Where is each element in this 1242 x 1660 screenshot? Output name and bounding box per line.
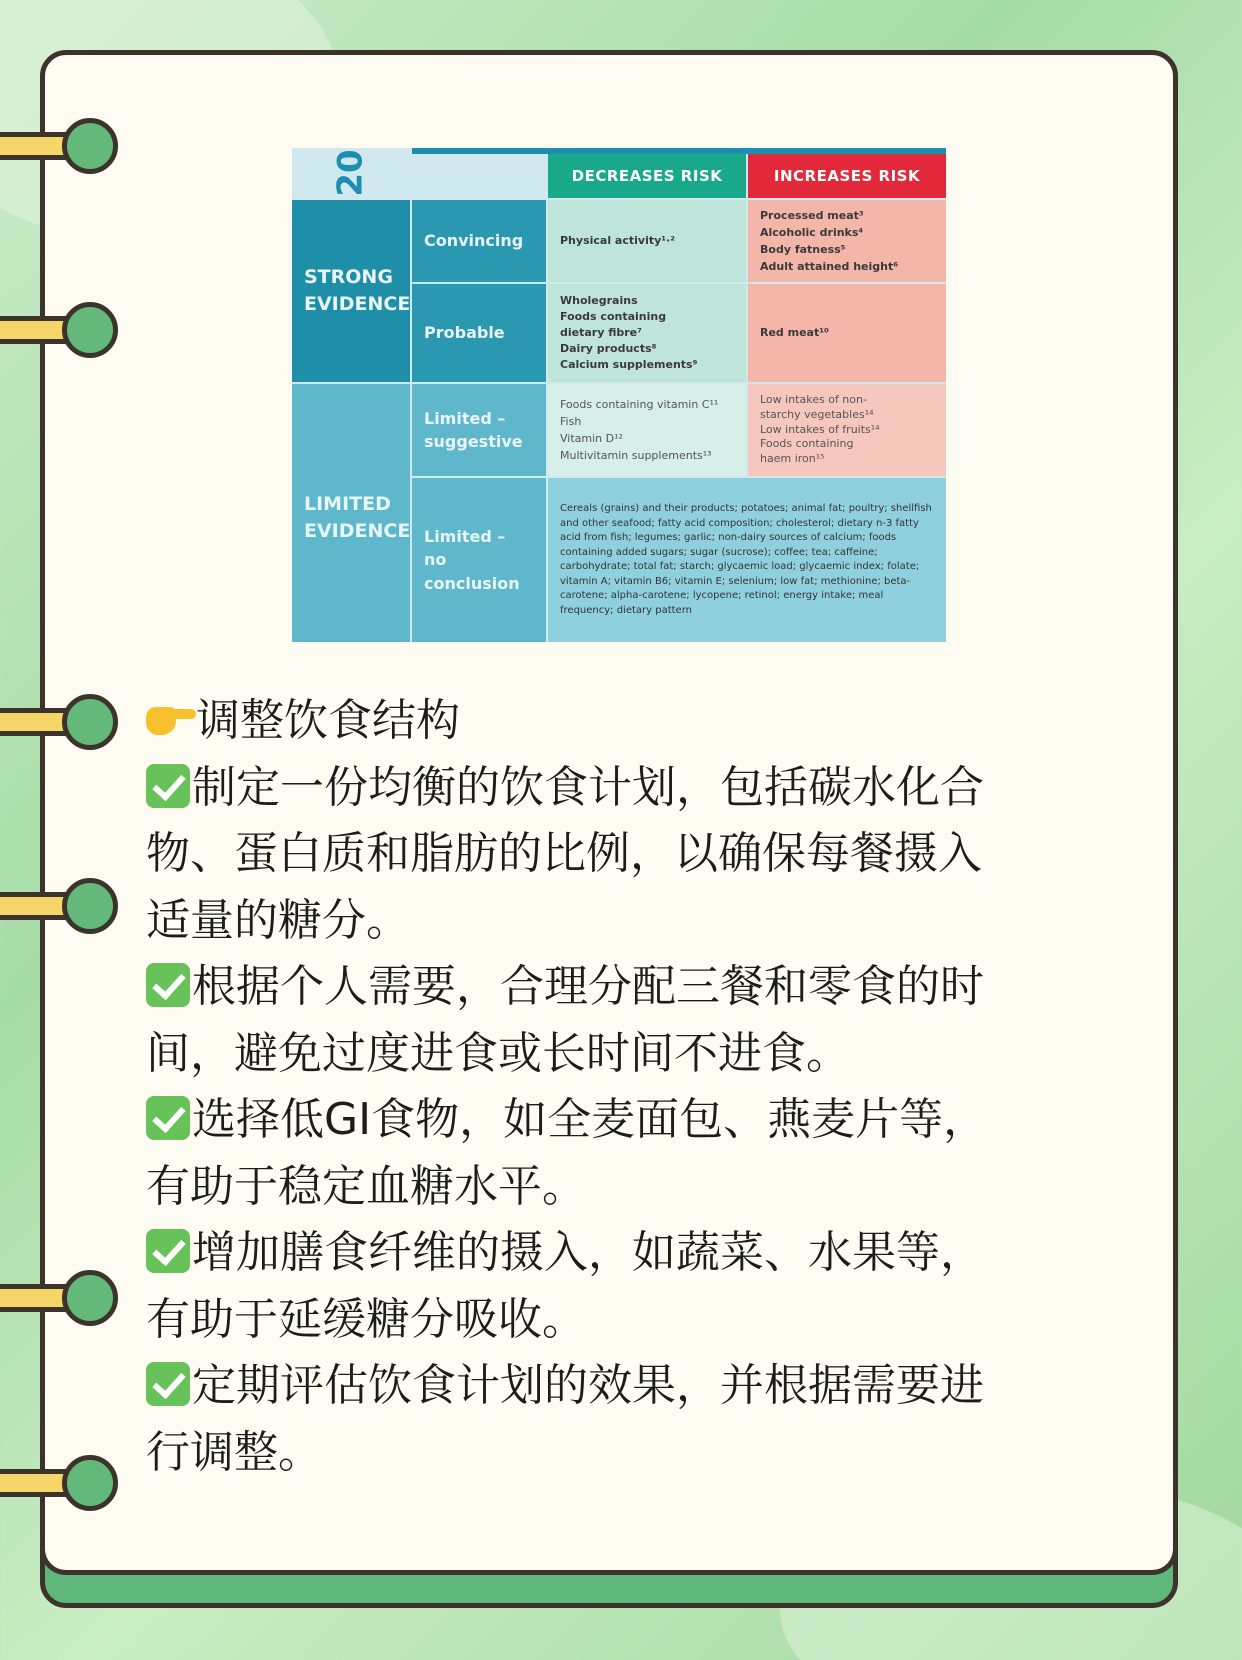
probable-increases-cell: Red meat¹⁰ <box>748 284 946 382</box>
check-mark-icon <box>146 963 190 1007</box>
binder-ring-icon <box>0 694 118 750</box>
convincing-decreases-cell: Physical activity¹·² <box>548 200 746 282</box>
probable-decreases-cell: Wholegrains Foods containing dietary fibre⁷ Dairy products⁸ Calcium supplements⁹ <box>548 284 746 382</box>
blank-header <box>412 154 546 198</box>
suggestive-label: Limited – suggestive <box>412 384 546 476</box>
binder-ring-icon <box>0 1455 118 1511</box>
advice-continuation: 间，避免过度进食或长时间不进食。 <box>146 1027 850 1079</box>
advice-continuation: 物、蛋白质和脂肪的比例，以确保每餐摄入 <box>146 828 982 879</box>
suggestive-decreases-cell: Foods containing vitamin C¹¹ Fish Vitamin D¹² Multivitamin supplements¹³ <box>548 384 746 476</box>
advice-continuation: 有助于稳定血糖水平。 <box>146 1160 586 1212</box>
no-conclusion-cell: Cereals (grains) and their products; potatoes; animal fat; poultry; shellfish and other seafood; fatty acid composition; cholesterol; dietary n-3 fatty acid from fish; legumes; garlic; non-dairy sources of calcium; foods containing added sugars; sugar (sucrose); coffee; tea; caffeine; carbohydrate; total fat; starch; glycaemic load; glycaemic index; folate; vitamin A; vitamin B6; vitamin E; selenium; low fat; methionine; beta-carotene; alpha-carotene; lycopene; retinol; energy intake; meal frequency; dietary pattern <box>548 478 946 642</box>
pointing-hand-icon <box>146 697 196 741</box>
advice-item: 根据个人需要，合理分配三餐和零食的时 <box>146 954 1090 1021</box>
check-mark-icon <box>146 1362 190 1406</box>
decreases-risk-header: DECREASES RISK <box>548 154 746 198</box>
year-fragment: 20 <box>292 148 410 198</box>
advice-continuation: 行调整。 <box>146 1426 322 1478</box>
evidence-table-image <box>292 148 946 642</box>
binder-ring-icon <box>0 878 118 934</box>
advice-item: 制定一份均衡的饮食计划，包括碳水化合 <box>146 755 1090 822</box>
check-mark-icon <box>146 1229 190 1273</box>
binder-ring-icon <box>0 302 118 358</box>
binder-ring-icon <box>0 1270 118 1326</box>
diet-advice-text <box>146 688 1090 1486</box>
convincing-label: Convincing <box>412 200 546 282</box>
advice-item: 定期评估饮食计划的效果，并根据需要进 <box>146 1353 1090 1420</box>
advice-continuation: 适量的糖分。 <box>146 894 410 946</box>
advice-item: 选择低GI食物，如全麦面包、燕麦片等， <box>146 1087 1090 1154</box>
check-mark-icon <box>146 764 190 808</box>
suggestive-increases-cell: Low intakes of non- starchy vegetables¹⁴ Low intakes of fruits¹⁴ Foods containing haem iron¹⁵ <box>748 384 946 476</box>
advice-item: 增加膳食纤维的摄入，如蔬菜、水果等， <box>146 1220 1090 1287</box>
binder-ring-icon <box>0 118 118 174</box>
section-heading: 调整饮食结构 <box>146 688 1090 755</box>
increases-risk-header: INCREASES RISK <box>748 154 946 198</box>
advice-continuation: 有助于延缓糖分吸收。 <box>146 1293 586 1345</box>
probable-label: Probable <box>412 284 546 382</box>
limited-evidence-label: LIMITED EVIDENCE <box>292 384 410 642</box>
check-mark-icon <box>146 1096 190 1140</box>
strong-evidence-label: STRONG EVIDENCE <box>292 200 410 382</box>
no-conclusion-label: Limited – no conclusion <box>412 478 546 642</box>
convincing-increases-cell: Processed meat³ Alcoholic drinks⁴ Body fatness⁵ Adult attained height⁶ <box>748 200 946 282</box>
